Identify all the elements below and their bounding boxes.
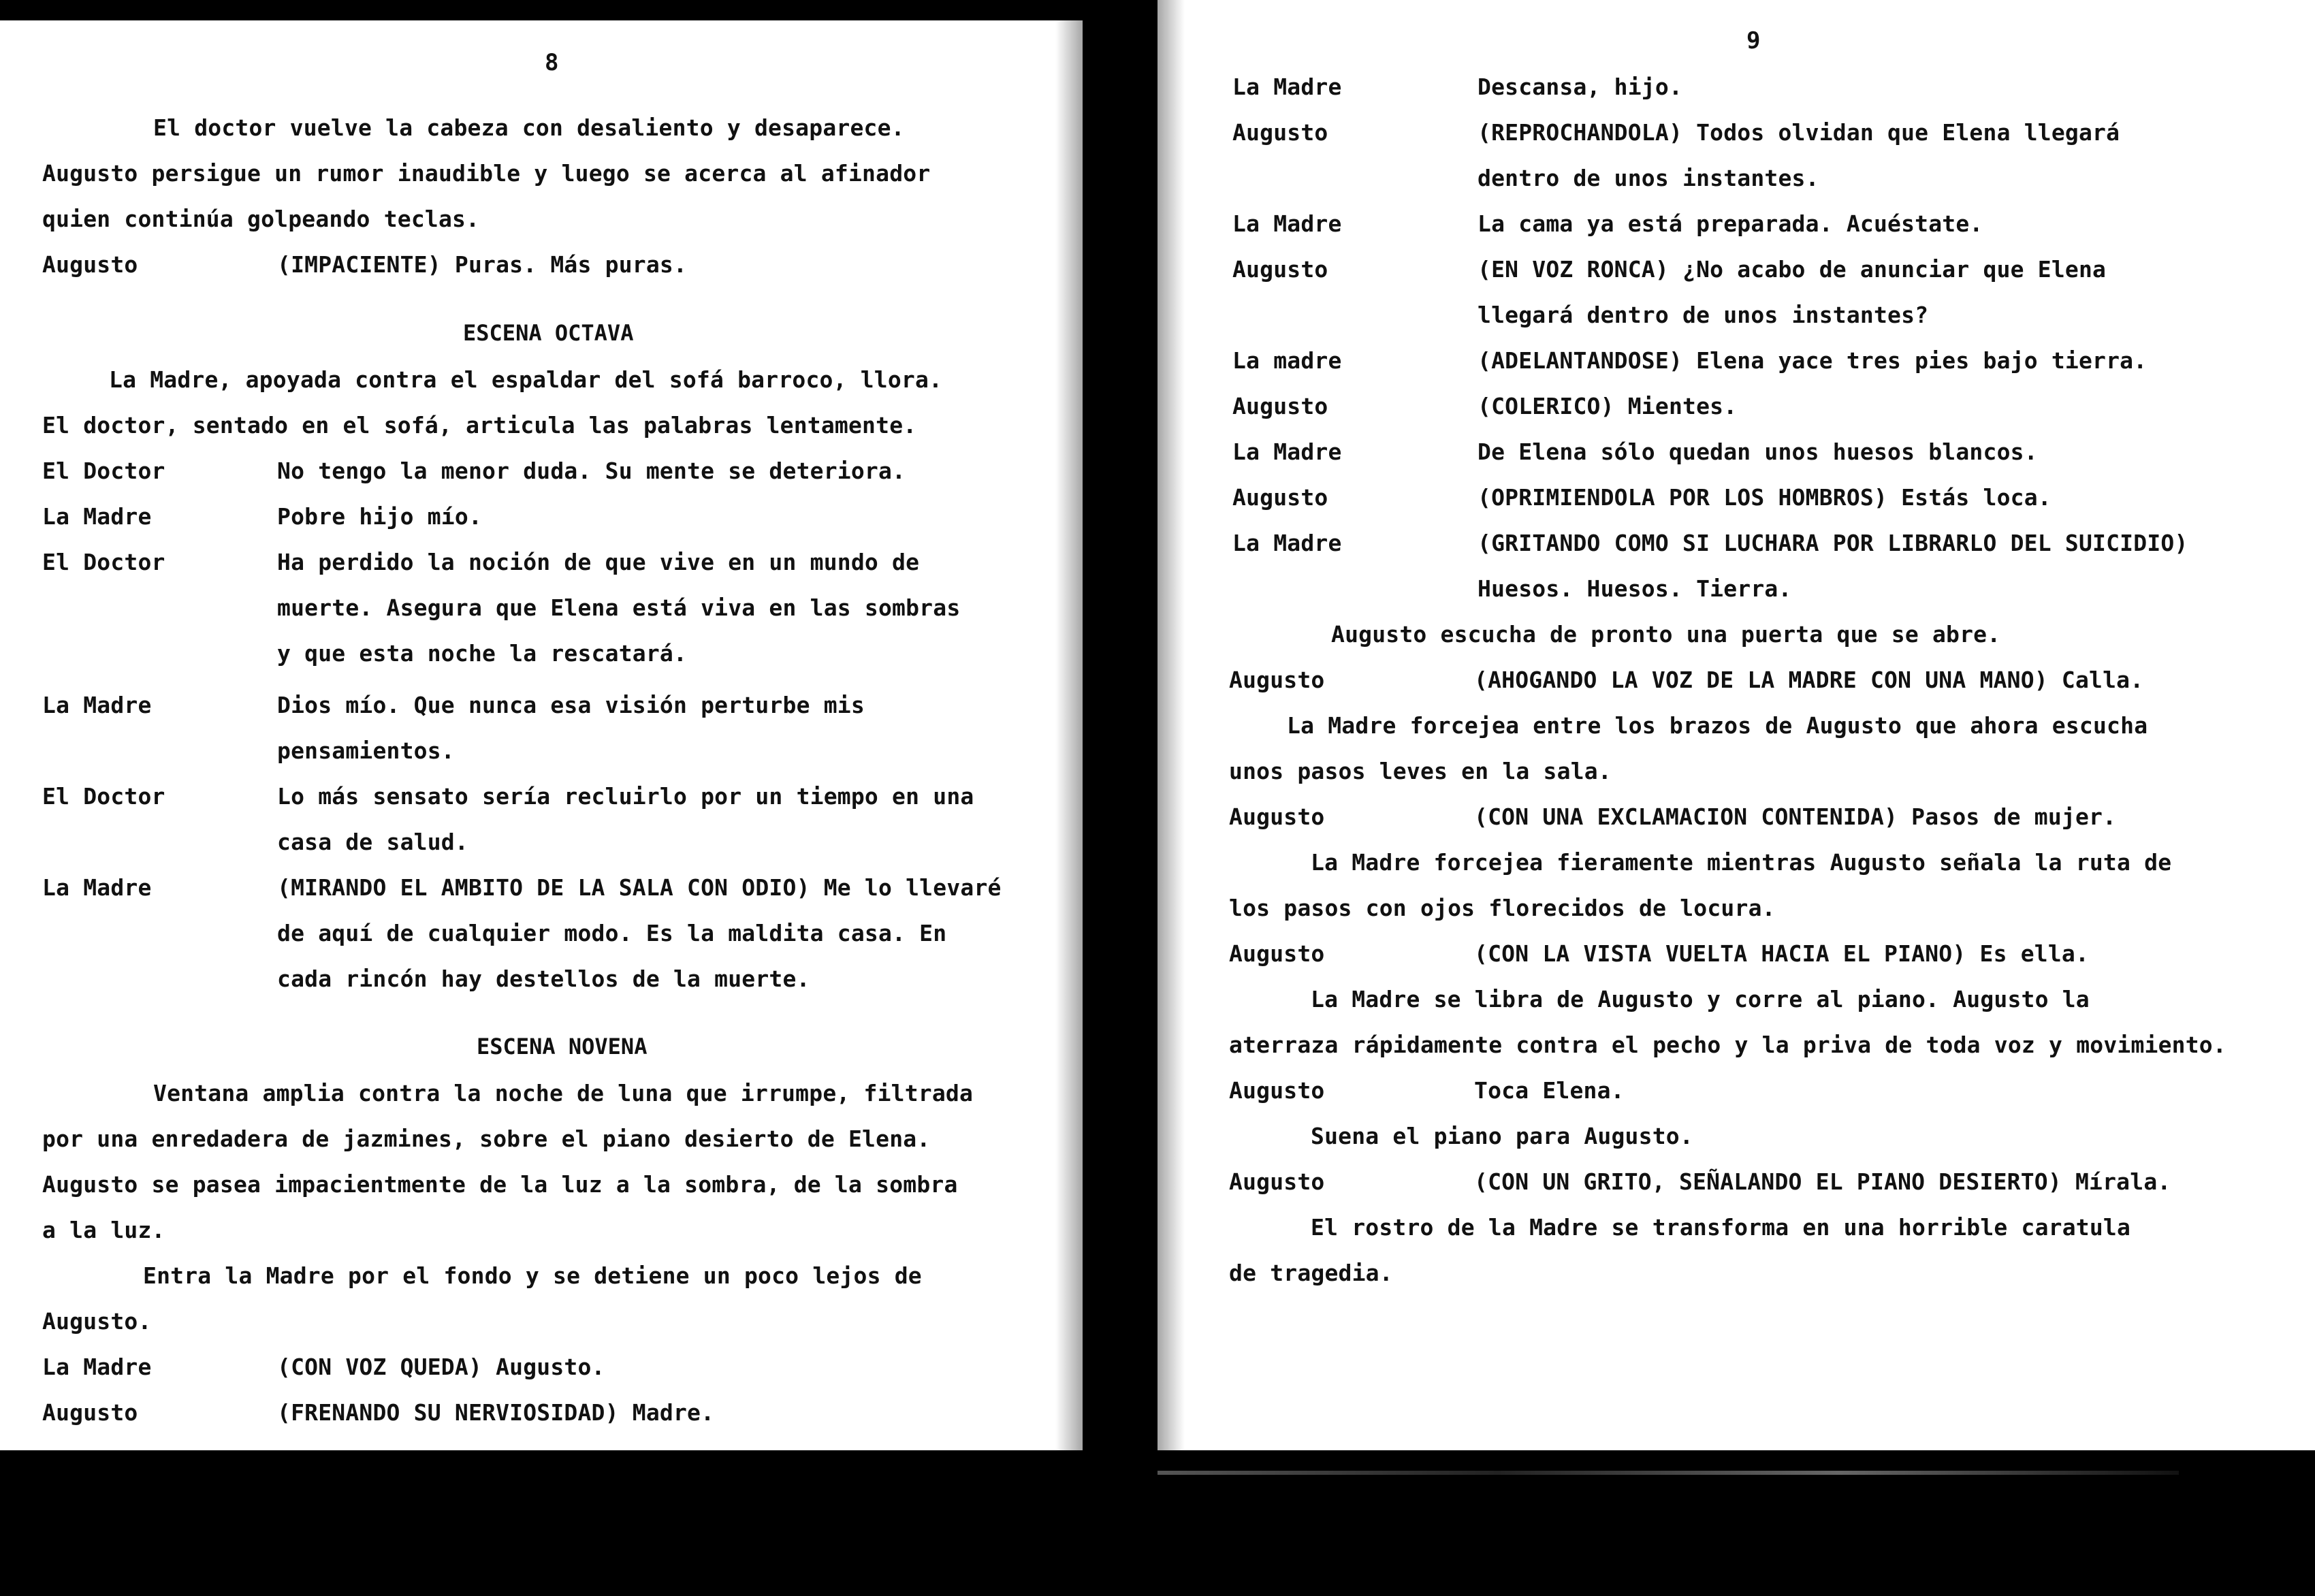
stage-direction: los pasos con ojos florecidos de locura. xyxy=(1229,895,1776,921)
speaker-name: Augusto xyxy=(1232,119,1328,146)
gutter-shadow xyxy=(1055,20,1083,1478)
stage-direction: La Madre, apoyada contra el espaldar del sofá barroco, llora. xyxy=(109,366,943,393)
speech-text: Pobre hijo mío. xyxy=(277,503,483,530)
speech-text: (REPROCHANDOLA) Todos olvidan que Elena llegará xyxy=(1478,119,2120,146)
speaker-name: El Doctor xyxy=(42,549,165,575)
stage-direction: aterraza rápidamente contra el pecho y la priva de toda voz y movimiento. xyxy=(1229,1032,2226,1058)
speaker-name: La Madre xyxy=(1232,210,1342,237)
speaker-name: La Madre xyxy=(1232,74,1342,100)
stage-direction: de tragedia. xyxy=(1229,1260,1393,1286)
scene-heading: ESCENA NOVENA xyxy=(477,1034,648,1059)
speaker-name: Augusto xyxy=(1229,1168,1325,1195)
speech-text: (AHOGANDO LA VOZ DE LA MADRE CON UNA MANO) Calla. xyxy=(1474,667,2144,693)
speaker-name: El Doctor xyxy=(42,783,165,810)
speech-text: (CON UNA EXCLAMACION CONTENIDA) Pasos de mujer. xyxy=(1474,803,2117,830)
speech-text: (OPRIMIENDOLA POR LOS HOMBROS) Estás loca. xyxy=(1478,484,2051,511)
speech-text: (MIRANDO EL AMBITO DE LA SALA CON ODIO) Me lo llevaré xyxy=(277,874,1002,901)
speech-text: (FRENANDO SU NERVIOSIDAD) Madre. xyxy=(277,1399,715,1426)
speaker-name: Augusto xyxy=(42,1399,138,1426)
speaker-name: Augusto xyxy=(1229,940,1325,967)
stage-direction: Ventana amplia contra la noche de luna que irrumpe, filtrada xyxy=(153,1080,974,1106)
stage-direction: Augusto escucha de pronto una puerta que se abre. xyxy=(1331,621,2001,648)
stage-direction: a la luz. xyxy=(42,1217,165,1243)
speaker-name: La Madre xyxy=(42,503,152,530)
stage-direction: Augusto. xyxy=(42,1308,152,1335)
speaker-name: Augusto xyxy=(1232,484,1328,511)
dialogue-continuation: y que esta noche la rescatará. xyxy=(277,640,688,667)
speaker-name: Augusto xyxy=(1232,393,1328,419)
page-number: 8 xyxy=(545,49,559,76)
speech-text: Lo más sensato sería recluirlo por un tiempo en una xyxy=(277,783,974,810)
speech-text: (CON UN GRITO, SEÑALANDO EL PIANO DESIERTO) Mírala. xyxy=(1474,1168,2171,1195)
speech-text: Descansa, hijo. xyxy=(1478,74,1683,100)
speaker-name: La Madre xyxy=(1232,438,1342,465)
speaker-name: El Doctor xyxy=(42,458,165,484)
dialogue-continuation: dentro de unos instantes. xyxy=(1478,165,1819,191)
scan-background xyxy=(0,1450,2315,1596)
speaker-name: La Madre xyxy=(42,692,152,718)
speaker-name: Augusto xyxy=(1229,1077,1325,1104)
stage-direction: El rostro de la Madre se transforma en una horrible caratula xyxy=(1311,1214,2131,1241)
speech-text: (CON VOZ QUEDA) Augusto. xyxy=(277,1354,605,1380)
dialogue-continuation: muerte. Asegura que Elena está viva en las sombras xyxy=(277,594,961,621)
speaker-name: La Madre xyxy=(42,874,152,901)
dialogue-continuation: Huesos. Huesos. Tierra. xyxy=(1478,575,1792,602)
stage-direction: La Madre forcejea entre los brazos de Augusto que ahora escucha xyxy=(1287,712,2148,739)
speaker-name: La Madre xyxy=(1232,530,1342,556)
dialogue-continuation: de aquí de cualquier modo. Es la maldita casa. En xyxy=(277,920,947,946)
speaker-name: La Madre xyxy=(42,1354,152,1380)
speech-text: Toca Elena. xyxy=(1474,1077,1625,1104)
stage-direction: La Madre se libra de Augusto y corre al piano. Augusto la xyxy=(1311,986,2090,1012)
stage-direction: por una enredadera de jazmines, sobre el piano desierto de Elena. xyxy=(42,1126,931,1152)
dialogue-continuation: casa de salud. xyxy=(277,829,468,855)
stage-direction: Entra la Madre por el fondo y se detiene un poco lejos de xyxy=(143,1262,922,1289)
speech-text: (IMPACIENTE) Puras. Más puras. xyxy=(277,251,688,278)
left-page xyxy=(0,20,1083,1478)
speaker-name: Augusto xyxy=(1229,667,1325,693)
dialogue-continuation: cada rincón hay destellos de la muerte. xyxy=(277,965,810,992)
speaker-name: Augusto xyxy=(42,251,138,278)
speech-text: Dios mío. Que nunca esa visión perturbe mis xyxy=(277,692,865,718)
speech-text: (EN VOZ RONCA) ¿No acabo de anunciar que Elena xyxy=(1478,256,2107,283)
stage-direction: La Madre forcejea fieramente mientras Augusto señala la ruta de xyxy=(1311,849,2172,876)
stage-direction: El doctor vuelve la cabeza con desaliento y desaparece. xyxy=(153,114,905,141)
dialogue-continuation: pensamientos. xyxy=(277,737,455,764)
speaker-name: La madre xyxy=(1232,347,1342,374)
dialogue-continuation: llegará dentro de unos instantes? xyxy=(1478,302,1929,328)
speech-text: Ha perdido la noción de que vive en un mundo de xyxy=(277,549,920,575)
stage-direction: Augusto persigue un rumor inaudible y luego se acerca al afinador xyxy=(42,160,931,187)
speaker-name: Augusto xyxy=(1229,803,1325,830)
speech-text: (CON LA VISTA VUELTA HACIA EL PIANO) Es ella. xyxy=(1474,940,2090,967)
scene-heading: ESCENA OCTAVA xyxy=(463,320,634,346)
stage-direction: unos pasos leves en la sala. xyxy=(1229,758,1612,784)
speech-text: (GRITANDO COMO SI LUCHARA POR LIBRARLO DEL SUICIDIO) xyxy=(1478,530,2188,556)
scan-streak xyxy=(1158,1471,2179,1475)
stage-direction: Suena el piano para Augusto. xyxy=(1311,1123,1693,1149)
stage-direction: quien continúa golpeando teclas. xyxy=(42,206,480,232)
page-number: 9 xyxy=(1746,27,1761,54)
speech-text: La cama ya está preparada. Acuéstate. xyxy=(1478,210,1983,237)
speech-text: No tengo la menor duda. Su mente se deteriora. xyxy=(277,458,906,484)
speech-text: De Elena sólo quedan unos huesos blancos. xyxy=(1478,438,2038,465)
speech-text: (COLERICO) Mientes. xyxy=(1478,393,1738,419)
speaker-name: Augusto xyxy=(1232,256,1328,283)
gutter-shadow xyxy=(1158,0,1185,1450)
right-page xyxy=(1158,0,2315,1450)
stage-direction: Augusto se pasea impacientmente de la luz a la sombra, de la sombra xyxy=(42,1171,958,1198)
speech-text: (ADELANTANDOSE) Elena yace tres pies bajo tierra. xyxy=(1478,347,2148,374)
stage-direction: El doctor, sentado en el sofá, articula las palabras lentamente. xyxy=(42,412,917,438)
